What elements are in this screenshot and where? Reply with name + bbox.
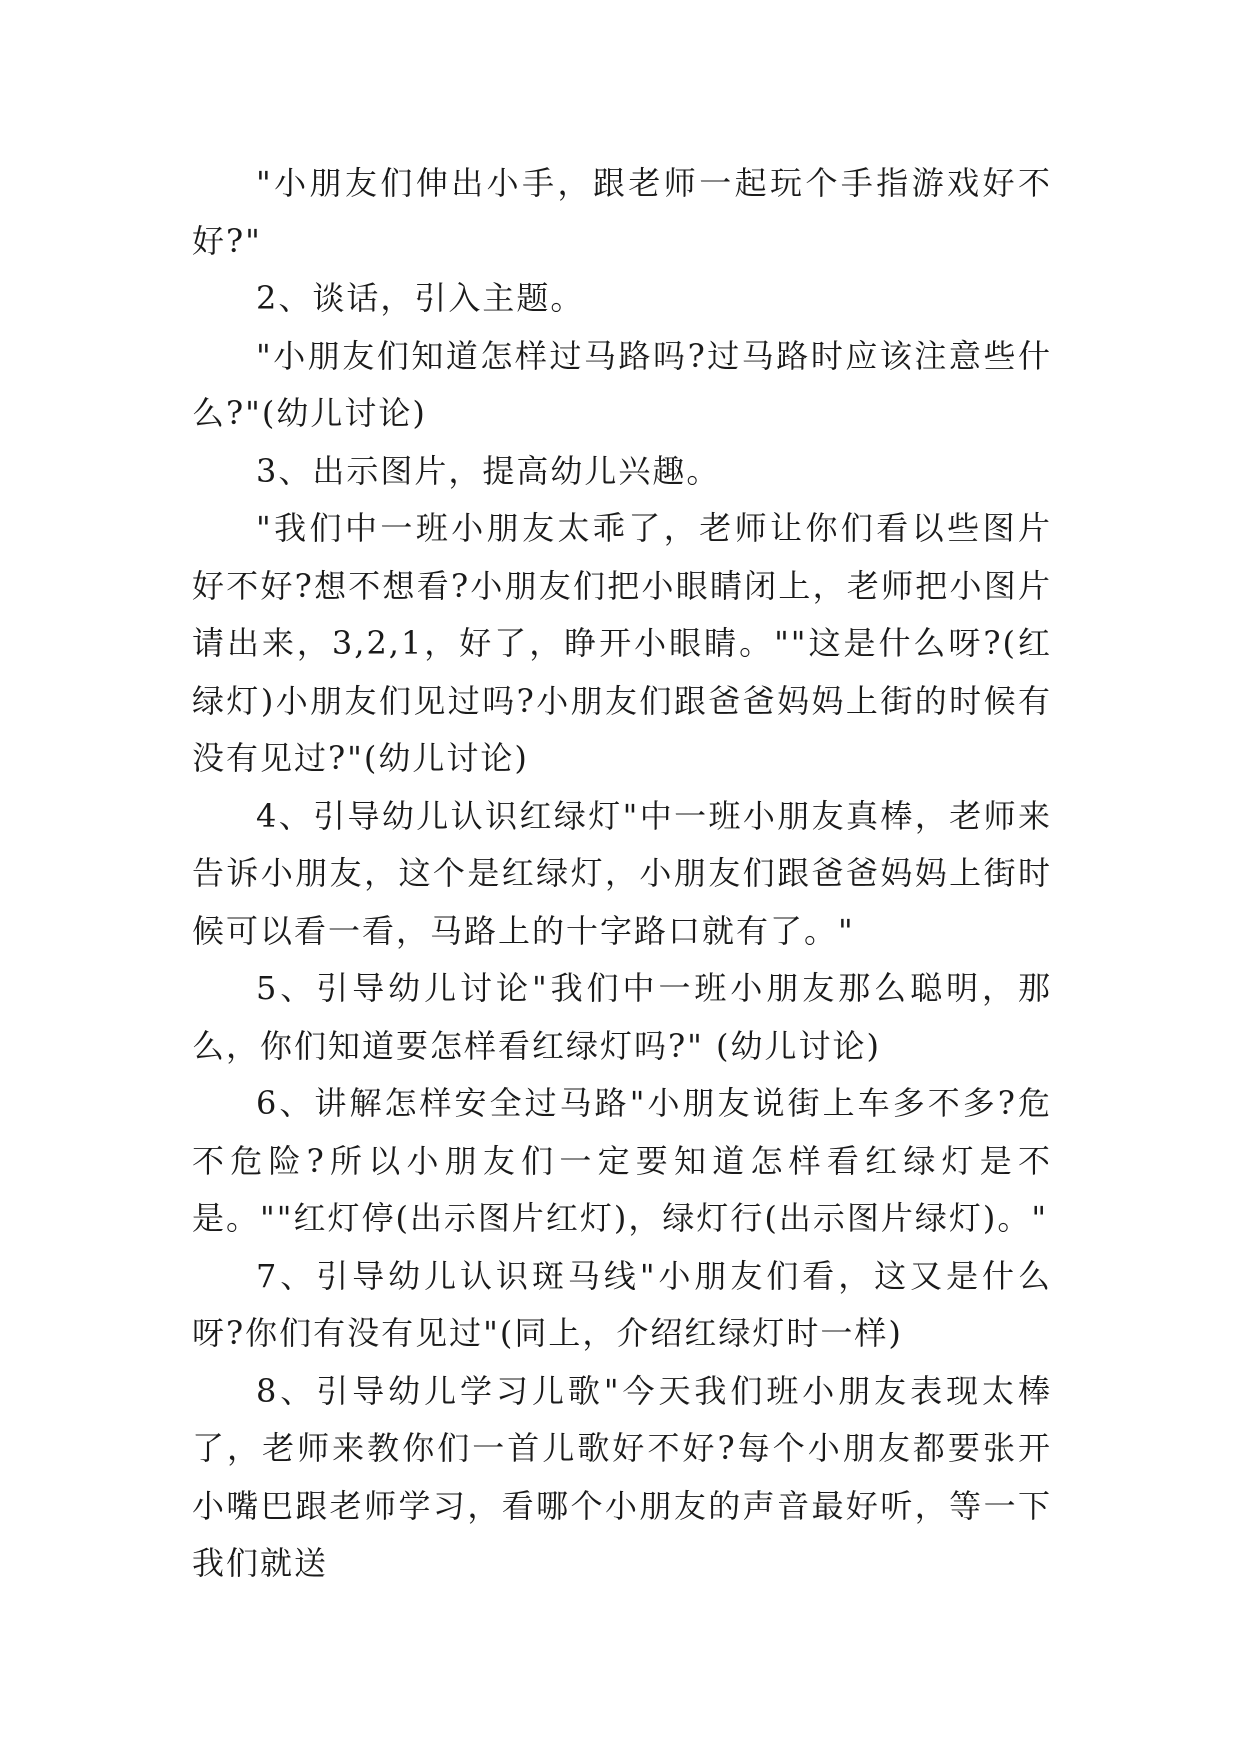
document-body xyxy=(192,155,1052,1593)
paragraph-step-8: 8、引导幼儿学习儿歌"今天我们班小朋友表现太棒了，老师来教你们一首儿歌好不好?每个小朋友都要张开小嘴巴跟老师学习，看哪个小朋友的声音最好听，等一下我们就送 xyxy=(192,1371,1052,1582)
paragraph-step-4: 4、引导幼儿认识红绿灯"中一班小朋友真棒，老师来告诉小朋友，这个是红绿灯，小朋友们跟爸爸妈妈上街时候可以看一看，马路上的十字路口就有了。" xyxy=(192,796,1052,950)
paragraph-finger-game: "小朋友们伸出小手，跟老师一起玩个手指游戏好不好?" xyxy=(192,164,1052,260)
paragraph-step-6: 6、讲解怎样安全过马路"小朋友说街上车多不多?危不危险?所以小朋友们一定要知道怎样看红绿灯是不是。""红灯停(出示图片红灯)，绿灯行(出示图片绿灯)。" xyxy=(192,1084,1052,1237)
paragraph-step-3: 3、出示图片，提高幼儿兴趣。 xyxy=(256,451,721,490)
paragraph-show-pictures: "我们中一班小朋友太乖了，老师让你们看以些图片好不好?想不想看?小朋友们把小眼睛闭上，老师把小图片请出来，3,2,1，好了，睁开小眼睛。""这是什么呀?(红绿灯)小朋友们见过吗?小朋友们跟爸爸妈妈上街的时候有没有见过?"(幼儿讨论) xyxy=(192,509,1052,777)
paragraph-step-5: 5、引导幼儿讨论"我们中一班小朋友那么聪明，那么，你们知道要怎样看红绿灯吗?" (幼儿讨论) xyxy=(192,969,1052,1065)
paragraph-step-2: 2、谈话，引入主题。 xyxy=(256,279,585,317)
paragraph-step-7: 7、引导幼儿认识斑马线"小朋友们看，这又是什么呀?你们有没有见过"(同上，介绍红绿灯时一样) xyxy=(192,1256,1052,1352)
paragraph-crossing-question: "小朋友们知道怎样过马路吗?过马路时应该注意些什么?"(幼儿讨论) xyxy=(192,336,1052,432)
